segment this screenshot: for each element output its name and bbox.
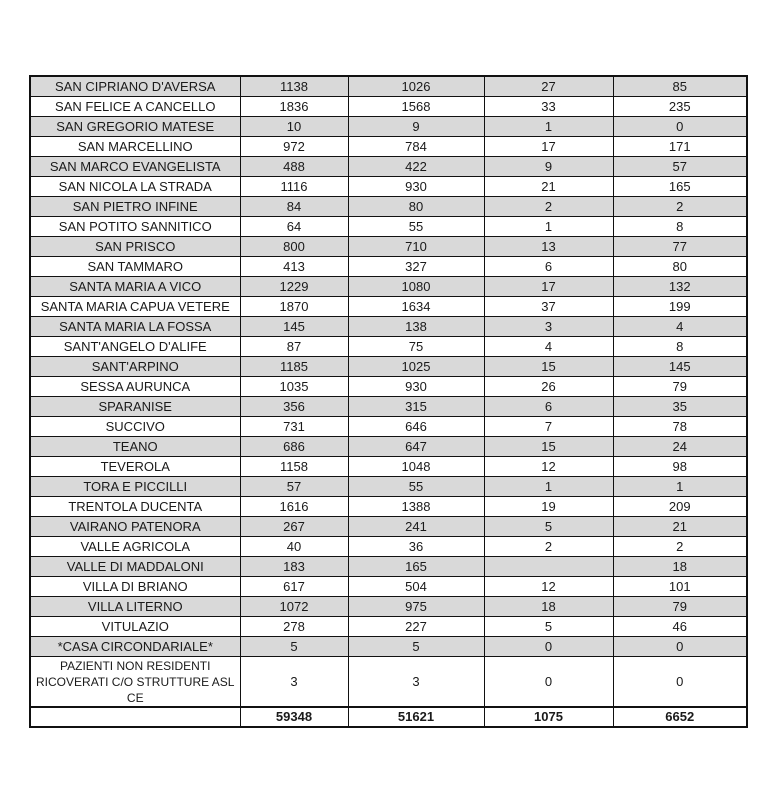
value-col2-cell: 784: [348, 137, 484, 157]
municipality-name-cell: SPARANISE: [30, 397, 240, 417]
value-col4-cell: 8: [613, 217, 747, 237]
value-col2-cell: 930: [348, 377, 484, 397]
value-col4-cell: 199: [613, 297, 747, 317]
value-col1-cell: 1035: [240, 377, 348, 397]
value-col2-cell: 9: [348, 117, 484, 137]
value-col2-cell: 422: [348, 157, 484, 177]
value-col2-cell: 1048: [348, 457, 484, 477]
value-col2-cell: 1634: [348, 297, 484, 317]
value-col1-cell: 1870: [240, 297, 348, 317]
total-row: [30, 707, 747, 727]
table-row: [30, 537, 747, 557]
value-col4-cell: 79: [613, 597, 747, 617]
value-col4-cell: 98: [613, 457, 747, 477]
value-col3-cell: 9: [484, 157, 613, 177]
value-col3-cell: 12: [484, 577, 613, 597]
municipality-name-cell: TEVEROLA: [30, 457, 240, 477]
table-row: [30, 417, 747, 437]
value-col1-cell: 87: [240, 337, 348, 357]
table-row: [30, 197, 747, 217]
municipality-name-cell: SAN PRISCO: [30, 237, 240, 257]
total-label-cell: [30, 707, 240, 727]
value-col4-cell: 171: [613, 137, 747, 157]
municipality-name-cell: SAN FELICE A CANCELLO: [30, 97, 240, 117]
municipality-cases-table: [29, 75, 748, 728]
table-row: [30, 457, 747, 477]
table-row: [30, 317, 747, 337]
value-col4-cell: 209: [613, 497, 747, 517]
value-col1-cell: 278: [240, 617, 348, 637]
value-col2-cell: 327: [348, 257, 484, 277]
value-col1-cell: 3: [240, 657, 348, 708]
value-col4-cell: 1: [613, 477, 747, 497]
value-col4-cell: 57: [613, 157, 747, 177]
value-col2-cell: 241: [348, 517, 484, 537]
total-value-col2-cell: 51621: [348, 707, 484, 727]
value-col1-cell: 64: [240, 217, 348, 237]
municipality-name-cell: SAN GREGORIO MATESE: [30, 117, 240, 137]
value-col2-cell: 80: [348, 197, 484, 217]
value-col4-cell: 0: [613, 117, 747, 137]
value-col3-cell: 17: [484, 277, 613, 297]
value-col2-cell: 55: [348, 477, 484, 497]
value-col1-cell: 1158: [240, 457, 348, 477]
table-row: [30, 397, 747, 417]
value-col3-cell: 13: [484, 237, 613, 257]
value-col2-cell: 1388: [348, 497, 484, 517]
value-col1-cell: 972: [240, 137, 348, 157]
total-value-col1-cell: 59348: [240, 707, 348, 727]
value-col3-cell: 15: [484, 437, 613, 457]
value-col4-cell: 80: [613, 257, 747, 277]
municipality-name-cell: TEANO: [30, 437, 240, 457]
value-col4-cell: 2: [613, 197, 747, 217]
table-row: [30, 597, 747, 617]
value-col2-cell: 3: [348, 657, 484, 708]
table-row: [30, 277, 747, 297]
value-col3-cell: 2: [484, 197, 613, 217]
value-col1-cell: 1116: [240, 177, 348, 197]
value-col4-cell: 4: [613, 317, 747, 337]
table-row: [30, 497, 747, 517]
value-col4-cell: 35: [613, 397, 747, 417]
value-col4-cell: 165: [613, 177, 747, 197]
value-col1-cell: 1185: [240, 357, 348, 377]
table-row: [30, 97, 747, 117]
table-row: [30, 177, 747, 197]
value-col2-cell: 710: [348, 237, 484, 257]
table-row: [30, 557, 747, 577]
value-col3-cell: 2: [484, 537, 613, 557]
value-col4-cell: 21: [613, 517, 747, 537]
value-col4-cell: 78: [613, 417, 747, 437]
value-col1-cell: 1836: [240, 97, 348, 117]
value-col1-cell: 1616: [240, 497, 348, 517]
value-col1-cell: 267: [240, 517, 348, 537]
value-col4-cell: 0: [613, 657, 747, 708]
table-row: [30, 76, 747, 97]
municipality-name-cell: SESSA AURUNCA: [30, 377, 240, 397]
value-col1-cell: 5: [240, 637, 348, 657]
municipality-name-cell: SANT'ANGELO D'ALIFE: [30, 337, 240, 357]
municipality-name-cell: SANTA MARIA CAPUA VETERE: [30, 297, 240, 317]
municipality-name-cell: VILLA DI BRIANO: [30, 577, 240, 597]
municipality-name-cell: SANTA MARIA A VICO: [30, 277, 240, 297]
municipality-name-cell: SAN NICOLA LA STRADA: [30, 177, 240, 197]
value-col2-cell: 5: [348, 637, 484, 657]
table-row: [30, 517, 747, 537]
municipality-name-cell: TORA E PICCILLI: [30, 477, 240, 497]
value-col2-cell: 930: [348, 177, 484, 197]
value-col2-cell: 55: [348, 217, 484, 237]
value-col2-cell: 75: [348, 337, 484, 357]
municipality-name-cell: PAZIENTI NON RESIDENTI RICOVERATI C/O STRUTTURE ASL CE: [30, 657, 240, 708]
value-col3-cell: 6: [484, 397, 613, 417]
value-col4-cell: 0: [613, 637, 747, 657]
value-col1-cell: 10: [240, 117, 348, 137]
value-col4-cell: 8: [613, 337, 747, 357]
value-col4-cell: 2: [613, 537, 747, 557]
value-col1-cell: 84: [240, 197, 348, 217]
value-col3-cell: 18: [484, 597, 613, 617]
table-row: [30, 477, 747, 497]
table-row: [30, 637, 747, 657]
value-col4-cell: 145: [613, 357, 747, 377]
value-col1-cell: 40: [240, 537, 348, 557]
value-col3-cell: 12: [484, 457, 613, 477]
municipality-name-cell: VITULAZIO: [30, 617, 240, 637]
municipality-name-cell: SAN PIETRO INFINE: [30, 197, 240, 217]
value-col3-cell: 5: [484, 517, 613, 537]
municipality-name-cell: SANT'ARPINO: [30, 357, 240, 377]
municipality-table-container: [29, 75, 748, 728]
value-col1-cell: 488: [240, 157, 348, 177]
value-col3-cell: 15: [484, 357, 613, 377]
value-col1-cell: 686: [240, 437, 348, 457]
value-col3-cell: 5: [484, 617, 613, 637]
value-col1-cell: 145: [240, 317, 348, 337]
value-col3-cell: 1: [484, 477, 613, 497]
value-col3-cell: 26: [484, 377, 613, 397]
table-row: [30, 577, 747, 597]
table-row: [30, 237, 747, 257]
table-row: [30, 377, 747, 397]
value-col3-cell: 4: [484, 337, 613, 357]
value-col1-cell: 413: [240, 257, 348, 277]
value-col4-cell: 79: [613, 377, 747, 397]
municipality-name-cell: SAN POTITO SANNITICO: [30, 217, 240, 237]
value-col3-cell: 33: [484, 97, 613, 117]
table-row: [30, 297, 747, 317]
table-row: [30, 217, 747, 237]
municipality-name-cell: VALLE DI MADDALONI: [30, 557, 240, 577]
municipality-name-cell: TRENTOLA DUCENTA: [30, 497, 240, 517]
municipality-name-cell: VALLE AGRICOLA: [30, 537, 240, 557]
value-col1-cell: 800: [240, 237, 348, 257]
value-col3-cell: 21: [484, 177, 613, 197]
value-col1-cell: 183: [240, 557, 348, 577]
value-col3-cell: 3: [484, 317, 613, 337]
value-col3-cell: 6: [484, 257, 613, 277]
municipality-name-cell: VAIRANO PATENORA: [30, 517, 240, 537]
value-col1-cell: 731: [240, 417, 348, 437]
municipality-name-cell: SAN MARCELLINO: [30, 137, 240, 157]
value-col3-cell: 1: [484, 217, 613, 237]
table-row: [30, 157, 747, 177]
value-col1-cell: 1229: [240, 277, 348, 297]
value-col2-cell: 1025: [348, 357, 484, 377]
value-col4-cell: 24: [613, 437, 747, 457]
value-col3-cell: 7: [484, 417, 613, 437]
value-col1-cell: 1138: [240, 76, 348, 97]
value-col4-cell: 132: [613, 277, 747, 297]
value-col3-cell: 1: [484, 117, 613, 137]
table-body: [30, 76, 747, 727]
value-col2-cell: 36: [348, 537, 484, 557]
value-col3-cell: 17: [484, 137, 613, 157]
value-col1-cell: 57: [240, 477, 348, 497]
value-col4-cell: 77: [613, 237, 747, 257]
total-value-col3-cell: 1075: [484, 707, 613, 727]
table-row: [30, 437, 747, 457]
value-col2-cell: 1568: [348, 97, 484, 117]
table-row: [30, 657, 747, 708]
value-col1-cell: 617: [240, 577, 348, 597]
value-col2-cell: 975: [348, 597, 484, 617]
municipality-name-cell: VILLA LITERNO: [30, 597, 240, 617]
value-col3-cell: 19: [484, 497, 613, 517]
municipality-name-cell: SAN MARCO EVANGELISTA: [30, 157, 240, 177]
value-col4-cell: 235: [613, 97, 747, 117]
value-col3-cell: 37: [484, 297, 613, 317]
value-col2-cell: 1080: [348, 277, 484, 297]
value-col3-cell: 27: [484, 76, 613, 97]
municipality-name-cell: *CASA CIRCONDARIALE*: [30, 637, 240, 657]
value-col2-cell: 315: [348, 397, 484, 417]
value-col4-cell: 85: [613, 76, 747, 97]
value-col3-cell: 0: [484, 657, 613, 708]
value-col2-cell: 504: [348, 577, 484, 597]
value-col4-cell: 46: [613, 617, 747, 637]
table-row: [30, 337, 747, 357]
value-col4-cell: 18: [613, 557, 747, 577]
value-col1-cell: 356: [240, 397, 348, 417]
table-row: [30, 617, 747, 637]
value-col2-cell: 647: [348, 437, 484, 457]
value-col4-cell: 101: [613, 577, 747, 597]
value-col3-cell: [484, 557, 613, 577]
table-row: [30, 117, 747, 137]
municipality-name-cell: SAN TAMMARO: [30, 257, 240, 277]
municipality-name-cell: SANTA MARIA LA FOSSA: [30, 317, 240, 337]
value-col3-cell: 0: [484, 637, 613, 657]
value-col2-cell: 138: [348, 317, 484, 337]
table-row: [30, 257, 747, 277]
table-row: [30, 137, 747, 157]
total-value-col4-cell: 6652: [613, 707, 747, 727]
value-col2-cell: 646: [348, 417, 484, 437]
value-col1-cell: 1072: [240, 597, 348, 617]
value-col2-cell: 227: [348, 617, 484, 637]
table-row: [30, 357, 747, 377]
municipality-name-cell: SUCCIVO: [30, 417, 240, 437]
value-col2-cell: 1026: [348, 76, 484, 97]
municipality-name-cell: SAN CIPRIANO D'AVERSA: [30, 76, 240, 97]
value-col2-cell: 165: [348, 557, 484, 577]
